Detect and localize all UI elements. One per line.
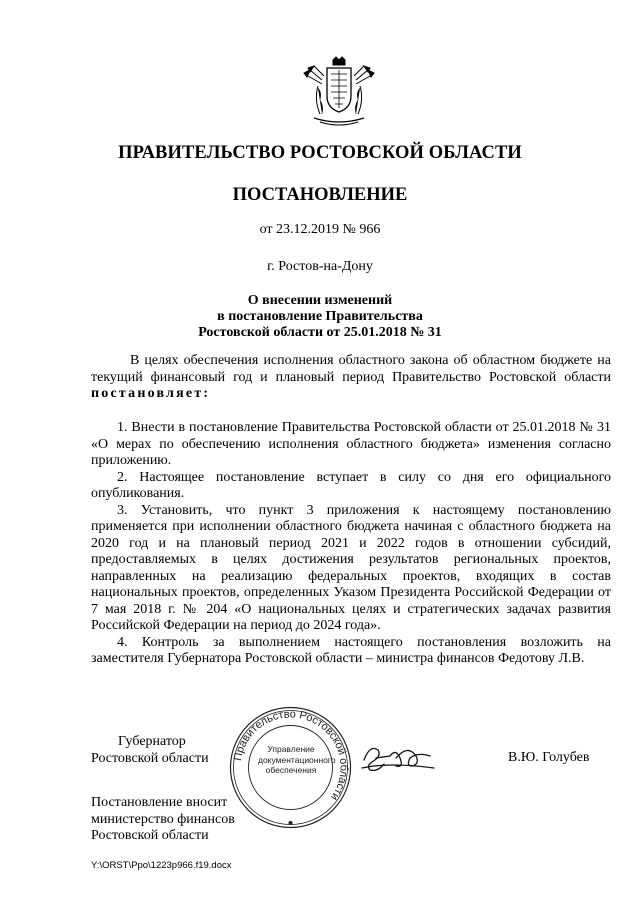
signatory-role xyxy=(91,734,209,767)
coat-of-arms-emblem xyxy=(300,56,378,130)
decree-item: 4. Контроль за выполнением настоящего постановления возложить на заместителя Губернатора Ростовской области – министра финансов Федотову Л.В. xyxy=(91,634,611,666)
document-city: г. Ростов-на-Дону xyxy=(267,259,373,274)
seal-inner-line: обеспечения xyxy=(265,765,317,775)
file-path: Y:\ORST\Ppo\1223p966.f19.docx xyxy=(91,860,232,871)
decree-item: 3. Установить, что пункт 3 приложения к настоящему постановлению применяется при исполнении областного бюджета начиная с областного бюджета на 2020 год и на плановый период 2021 и 2022 годов в отношении субсидий, предоставляемых в целях достижения результатов региональных проектов, направленных на реализацию федеральных проектов, входящих в состав национальных проектов, определенных Указом Президента Российской Федерации от 7 мая 2018 г. № 204 «О национальных целях и стратегических задачах развития Российской Федерации на период до 2024 года». xyxy=(91,502,611,633)
document-subject xyxy=(0,293,640,341)
subject-line: Ростовской области от 25.01.2018 № 31 xyxy=(198,325,442,340)
seal-inner-line: документационного xyxy=(258,754,336,765)
decree-word: постановляет: xyxy=(91,386,211,401)
preamble-text: В целях обеспечения исполнения областного закона об областном бюджете на текущий финансовый год и плановый период Правительство Ростовской области xyxy=(91,353,611,385)
seal-inner-text xyxy=(258,744,336,776)
submitted-by-note xyxy=(91,795,235,845)
handwritten-signature xyxy=(360,738,438,776)
decree-items xyxy=(91,420,611,668)
seal-inner-line: Управление xyxy=(267,744,315,754)
submitted-by-line: министерство финансов xyxy=(91,811,235,827)
seal-ring-text: Правительство Ростовской области xyxy=(231,708,350,803)
document-date-number: от 23.12.2019 № 966 xyxy=(259,222,381,237)
signatory-role-line: Губернатор xyxy=(118,734,186,749)
submitted-by-line: Ростовской области xyxy=(91,828,209,843)
subject-line: О внесении изменений xyxy=(247,293,393,308)
signatory-role-line: Ростовской области xyxy=(91,750,209,766)
decree-item: 1. Внести в постановление Правительства Ростовской области от 25.01.2018 № 31 «О мерах по обеспечению исполнения областного бюджета» изменения согласно приложению. xyxy=(91,420,611,468)
subject-line: в постановление Правительства xyxy=(217,309,423,324)
signer-name: В.Ю. Голубев xyxy=(508,750,590,765)
document-type: ПОСТАНОВЛЕНИЕ xyxy=(232,185,408,205)
decree-item: 2. Настоящее постановление вступает в силу со дня его официального опубликования. xyxy=(91,469,611,501)
preamble-paragraph xyxy=(91,353,611,403)
government-title: ПРАВИТЕЛЬСТВО РОСТОВСКОЙ ОБЛАСТИ xyxy=(118,143,522,163)
submitted-by-line: Постановление вносит xyxy=(91,795,228,810)
